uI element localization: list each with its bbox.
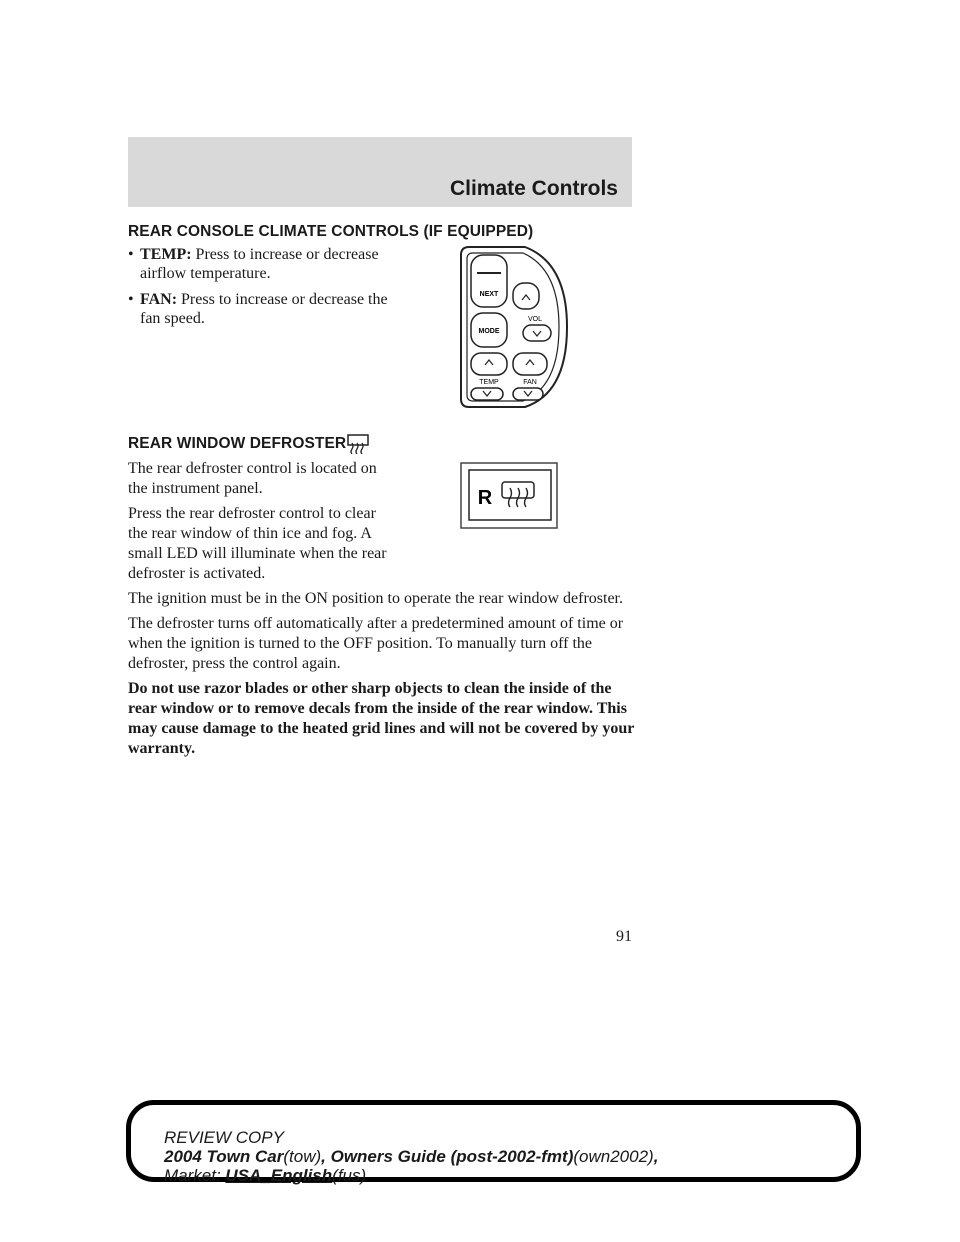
bullet-text: Press to increase or decrease the fan speed. xyxy=(140,291,388,327)
bullet-temp: • TEMP: Press to increase or decrease airflow temperature. xyxy=(128,246,379,282)
bullet-text: Press to increase or decrease airflow temperature. xyxy=(140,246,379,282)
bullet-fan: • FAN: Press to increase or decrease the fan speed. xyxy=(128,291,388,327)
paragraph: The defroster turns off automatically after a predetermined amount of time or when the ignition is turned to the OFF position. To manually turn off the defroster, press the control again. xyxy=(128,615,624,672)
bullet-label: TEMP: xyxy=(140,246,192,263)
rear-defrost-icon xyxy=(347,434,369,454)
bullet-list xyxy=(128,245,408,335)
rear-label: R xyxy=(477,487,493,509)
paragraph: The ignition must be in the ON position to operate the rear window defroster. xyxy=(128,590,623,607)
section-title-rear-console: REAR CONSOLE CLIMATE CONTROLS (IF EQUIPPED) xyxy=(128,223,534,240)
paragraph: The rear defroster control is located on the instrument panel. xyxy=(128,460,377,497)
paragraph: Press the rear defroster control to clear the rear window of thin ice and fog. A small LED will illuminate when the rear defroster is activated. xyxy=(128,505,387,582)
rear-console-illustration xyxy=(455,243,571,411)
bullet-label: FAN: xyxy=(140,291,178,308)
mode-label: MODE xyxy=(478,328,500,335)
page-section-title: Climate Controls xyxy=(449,177,618,200)
warning-paragraph: Do not use razor blades or other sharp objects to clean the inside of the rear window or to remove decals from the inside of the rear window. This may cause damage to the heated grid lines and will not be covered by your warranty. xyxy=(128,680,635,757)
rear-defroster-body xyxy=(128,459,638,764)
page-number: 91 xyxy=(616,928,632,945)
section-title-rear-defroster: REAR WINDOW DEFROSTER xyxy=(128,434,369,454)
next-label: NEXT xyxy=(479,291,499,298)
vol-label: VOL xyxy=(527,316,543,323)
fan-label: FAN xyxy=(523,379,537,386)
temp-label: TEMP xyxy=(479,379,499,386)
header-band xyxy=(128,137,632,207)
review-copy-text: REVIEW COPY 2004 Town Car(tow), Owners Guide (post-2002-fmt)(own2002), Market: USA_English(fus) xyxy=(164,1128,659,1185)
